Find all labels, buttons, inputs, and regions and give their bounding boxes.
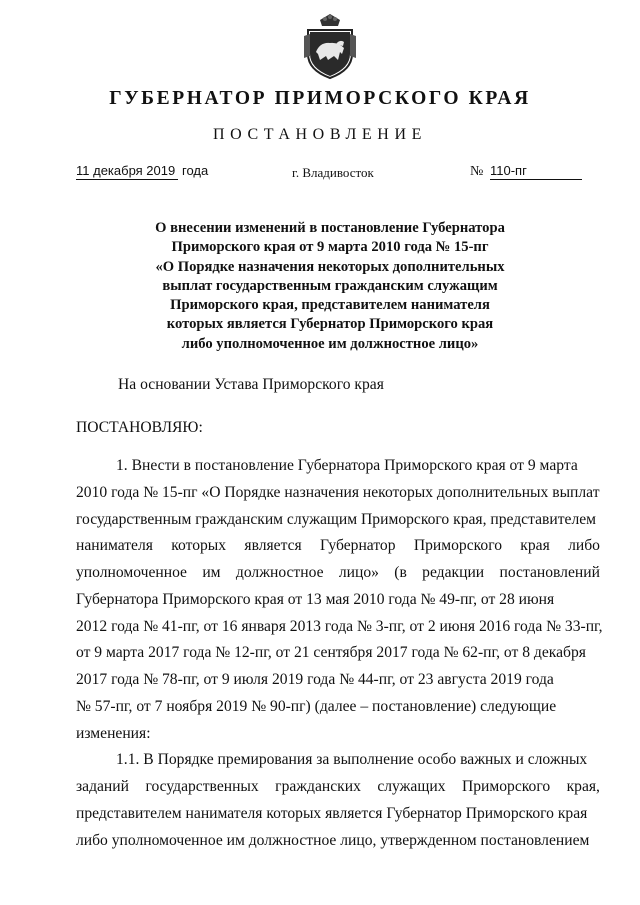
document-date-suffix: года — [182, 163, 209, 178]
body-line-text: им — [202, 564, 221, 581]
title-line: «О Порядке назначения некоторых дополнительных — [155, 258, 505, 275]
title-line: которых является Губернатор Приморского края — [166, 316, 494, 333]
body-line-text: Приморского — [461, 778, 551, 795]
body-line-text: либо — [568, 537, 600, 555]
body-line-text: государственных — [145, 778, 259, 795]
body-line-text: 1. Внести в постановление Губернатора Приморского края от 9 марта — [116, 457, 578, 474]
body-line-text: заданий — [76, 778, 129, 795]
body-line-text: которых — [171, 537, 227, 555]
document-number: 110-пг — [490, 163, 582, 180]
coat-of-arms-emblem — [300, 12, 360, 80]
body-line-text: № 57-пг, от 7 ноября 2019 № 90-пг) (далее – постановление) следующие — [76, 697, 557, 715]
document-type: ПОСТАНОВЛЕНИЕ — [213, 126, 427, 143]
body-line-text: служащих — [377, 778, 446, 795]
body-line — [76, 507, 600, 534]
body-line — [76, 801, 600, 828]
body-line-text: Губернатора Приморского края от 13 мая 2010 года № 49-пг, от 28 июня — [76, 590, 555, 608]
legal-basis: На основании Устава Приморского края — [118, 376, 384, 393]
issuing-authority: ГУБЕРНАТОР ПРИМОРСКОГО КРАЯ — [109, 88, 531, 109]
body-line-text: редакции — [422, 564, 485, 581]
body-line-text: является — [244, 537, 302, 555]
body-line — [76, 533, 600, 560]
body-line-text: нанимателя — [76, 537, 153, 555]
body-line-text: должностное — [235, 564, 324, 581]
body-line — [76, 480, 600, 507]
title-line: Приморского края от 9 марта 2010 года № 15-пг — [171, 239, 489, 256]
body-line-text: государственным гражданским служащим Приморского края, представителем — [76, 510, 597, 528]
body-line-text: либо уполномоченное им должностное лицо, утвержденном постановлением — [76, 831, 590, 849]
body-line-text: от 9 марта 2017 года № 12-пг, от 21 сентября 2017 года № 62-пг, от 8 декабря — [76, 644, 586, 662]
document-number-sign: № — [470, 164, 484, 179]
body-line — [76, 560, 600, 587]
body-line-text: 2017 года № 78-пг, от 9 июля 2019 года № 44-пг, от 23 августа 2019 года — [76, 671, 554, 688]
title-line: О внесении изменений в постановление Губернатора — [155, 220, 505, 236]
body-line-text: 2010 года № 15-пг «О Порядке назначения некоторых дополнительных выплат — [76, 483, 600, 501]
body-line-text: 2012 года № 41-пг, от 16 января 2013 года № 3-пг, от 2 июня 2016 года № 33-пг, — [76, 617, 603, 635]
body-line — [76, 774, 600, 801]
title-line: либо уполномоченное им должностное лицо» — [181, 335, 479, 352]
title-line: выплат государственным гражданским служащим — [162, 277, 498, 294]
body-line-text: (в — [394, 564, 407, 581]
document-title — [120, 219, 540, 354]
body-line-text: лицо» — [338, 564, 379, 581]
body-line-text: 1.1. В Порядке премирования за выполнение особо важных и сложных — [116, 751, 588, 769]
body-line — [116, 453, 600, 480]
body-line-text: изменения: — [76, 724, 151, 742]
body-line-text: края, — [566, 778, 600, 795]
title-line: Приморского края, представителем нанимателя — [170, 297, 490, 314]
body-line — [76, 667, 600, 694]
body-line — [76, 828, 600, 855]
resolve-heading: ПОСТАНОВЛЯЮ: — [76, 419, 203, 436]
body-line — [76, 721, 600, 748]
document-city: г. Владивосток — [292, 165, 374, 180]
body-line-text: представителем нанимателя которых является Губернатор Приморского края — [76, 804, 588, 822]
document-date: 11 декабря 2019 — [76, 163, 178, 180]
body-line-text: постановлений — [499, 564, 600, 581]
body-line — [116, 747, 600, 774]
body-line-text: края — [520, 537, 550, 555]
body-line — [76, 614, 603, 641]
body-line-text: гражданских — [275, 778, 361, 795]
body-line-text: уполномоченное — [76, 564, 187, 581]
body-line — [76, 640, 600, 667]
body-line — [76, 694, 600, 721]
body-line-text: Губернатор — [320, 537, 396, 555]
body-line-text: Приморского — [413, 537, 502, 555]
body-line — [76, 587, 600, 614]
